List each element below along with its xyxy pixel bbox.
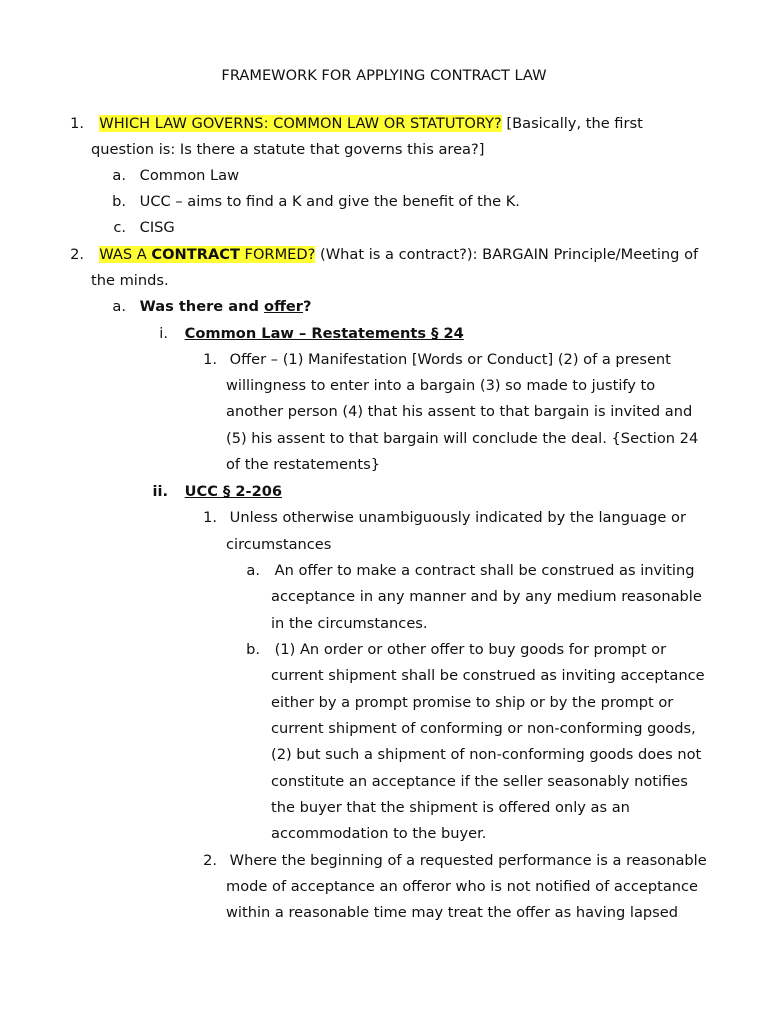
list-marker: 2.	[70, 246, 84, 263]
list-item-1	[66, 111, 643, 137]
question-note: [Basically, the first	[501, 115, 643, 132]
sub-point-b: b. (1) An order or other offer to buy goods for prompt or	[246, 641, 667, 658]
paragraph-line: either by a prompt promise to ship or by the prompt or	[271, 694, 674, 711]
sub-point-a: a. An offer to make a contract shall be construed as inviting	[246, 562, 695, 579]
paragraph-line: current shipment of conforming or non-conforming goods,	[271, 720, 696, 737]
sub-item-offer-question: a. Was there and offer?	[112, 298, 312, 315]
sub-item-ucc: b. UCC – aims to find a K and give the benefit of the K.	[112, 193, 520, 210]
numbered-point-unless: 1. Unless otherwise unambiguously indicated by the language or	[203, 509, 686, 526]
paragraph-line: mode of acceptance an offeror who is not notified of acceptance	[226, 878, 699, 895]
roman-item-ucc: ii. UCC § 2-206	[152, 483, 283, 500]
paragraph-line: constitute an acceptance if the seller seasonably notifies	[271, 773, 688, 790]
paragraph-line: (5) his assent to that bargain will conclude the deal. {Section 24	[226, 430, 699, 447]
highlighted-question: WHICH LAW GOVERNS: COMMON LAW OR STATUTORY?	[99, 115, 502, 132]
paragraph-line: (2) but such a shipment of non-conforming goods does not	[271, 746, 702, 763]
paragraph-line: of the restatements}	[226, 456, 380, 473]
list-item-1-continuation: question is: Is there a statute that governs this area?]	[91, 141, 485, 158]
paragraph-line: current shipment shall be construed as inviting acceptance	[271, 667, 705, 684]
paragraph-line: the buyer that the shipment is offered only as an	[271, 799, 630, 816]
list-marker: 1.	[70, 115, 84, 132]
paragraph-line: in the circumstances.	[271, 615, 428, 632]
sub-item-common-law: a. Common Law	[112, 167, 240, 184]
paragraph-line: acceptance in any manner and by any medium reasonable	[271, 588, 702, 605]
paragraph-line: another person (4) that his assent to that bargain is invited and	[226, 403, 693, 420]
roman-item-common-law: i. Common Law – Restatements § 24	[159, 325, 464, 342]
paragraph-line: circumstances	[226, 536, 332, 553]
numbered-point-performance: 2. Where the beginning of a requested performance is a reasonable	[203, 852, 707, 869]
section-heading: UCC § 2-206	[184, 483, 283, 500]
document-title: FRAMEWORK FOR APPLYING CONTRACT LAW	[221, 67, 547, 84]
list-item-2-continuation: the minds.	[91, 272, 169, 289]
list-item-2	[66, 242, 698, 268]
paragraph-line: within a reasonable time may treat the offer as having lapsed	[226, 904, 678, 921]
question-note: (What is a contract?): BARGAIN Principle/Meeting of	[315, 246, 699, 263]
highlighted-question: WAS A CONTRACT FORMED?	[99, 246, 316, 263]
paragraph-line: willingness to enter into a bargain (3) so made to justify to	[226, 377, 656, 394]
numbered-point-offer-definition: 1. Offer – (1) Manifestation [Words or Conduct] (2) of a present	[203, 351, 671, 368]
sub-item-cisg: c. CISG	[113, 219, 175, 236]
section-heading: Common Law – Restatements § 24	[184, 325, 464, 342]
paragraph-line: accommodation to the buyer.	[271, 825, 487, 842]
